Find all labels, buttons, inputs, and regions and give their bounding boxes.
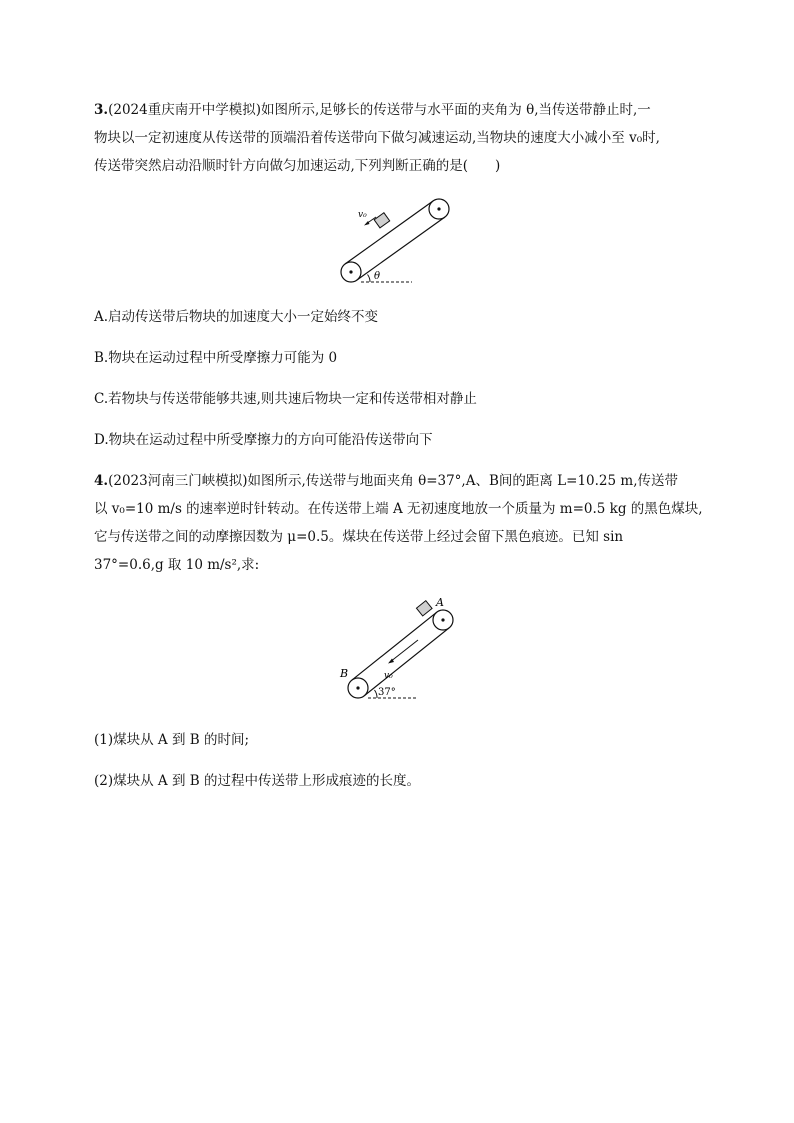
- q3-text-1: (2024重庆南开中学模拟)如图所示,足够长的传送带与水平面的夹角为 θ,当传送带静止时,一: [108, 102, 651, 118]
- q4-line-3: 它与传送带之间的动摩擦因数为 μ=0.5。煤块在传送带上经过会留下黑色痕迹。已知 sin: [94, 529, 624, 545]
- q4-line-2: 以 v₀=10 m/s 的速率逆时针转动。在传送带上端 A 无初速度地放一个质量为 m=0.5 kg 的黑色煤块,: [94, 501, 703, 517]
- q3-option-a: A.启动传送带后物块的加速度大小一定始终不变: [94, 309, 379, 325]
- q3-option-d: D.物块在运动过程中所受摩擦力的方向可能沿传送带向下: [94, 432, 433, 448]
- q3-line-2: 物块以一定初速度从传送带的顶端沿着传送带向下做匀减速运动,当物块的速度大小减小至 v₀时,: [94, 130, 660, 146]
- q4-velocity-label: v₀: [384, 671, 393, 681]
- q4-conveyor-figure: [336, 596, 466, 704]
- q4-velocity-arrow: [390, 640, 418, 662]
- q4-number: 4.: [94, 473, 109, 489]
- q3-option-b: B.物块在运动过程中所受摩擦力可能为 0: [94, 350, 338, 366]
- q4-sub-question-2: (2)煤块从 A 到 B 的过程中传送带上形成痕迹的长度。: [94, 773, 420, 789]
- q3-line-3: 传送带突然启动沿顺时针方向做匀加速运动,下列判断正确的是( ): [94, 158, 501, 174]
- q3-velocity-label: v₀: [358, 210, 367, 220]
- q4-line-4: 37°=0.6,g 取 10 m/s²,求:: [94, 557, 260, 573]
- q3-angle-label: θ: [374, 271, 381, 282]
- q3-block: [374, 213, 390, 228]
- q4-angle-label: 37°: [378, 687, 396, 698]
- q4-text-1: (2023河南三门峡模拟)如图所示,传送带与地面夹角 θ=37°,A、B间的距离 L=10.25 m,传送带: [108, 473, 678, 489]
- q4-belt-bottom: [364, 628, 449, 696]
- q3-belt-bottom: [357, 217, 445, 280]
- q3-number: 3.: [94, 102, 109, 118]
- q4-label-a: A: [436, 596, 444, 609]
- q3-option-c: C.若物块与传送带能够共速,则共速后物块一定和传送带相对静止: [94, 391, 477, 407]
- q3-conveyor-figure: [330, 190, 460, 290]
- q4-label-b: B: [340, 667, 349, 680]
- q4-belt-top: [352, 612, 437, 680]
- q4-line-1: [94, 472, 678, 490]
- q3-line-1: [94, 101, 651, 119]
- q4-sub-question-1: (1)煤块从 A 到 B 的时间;: [94, 732, 250, 748]
- q4-coal-block: [416, 601, 432, 616]
